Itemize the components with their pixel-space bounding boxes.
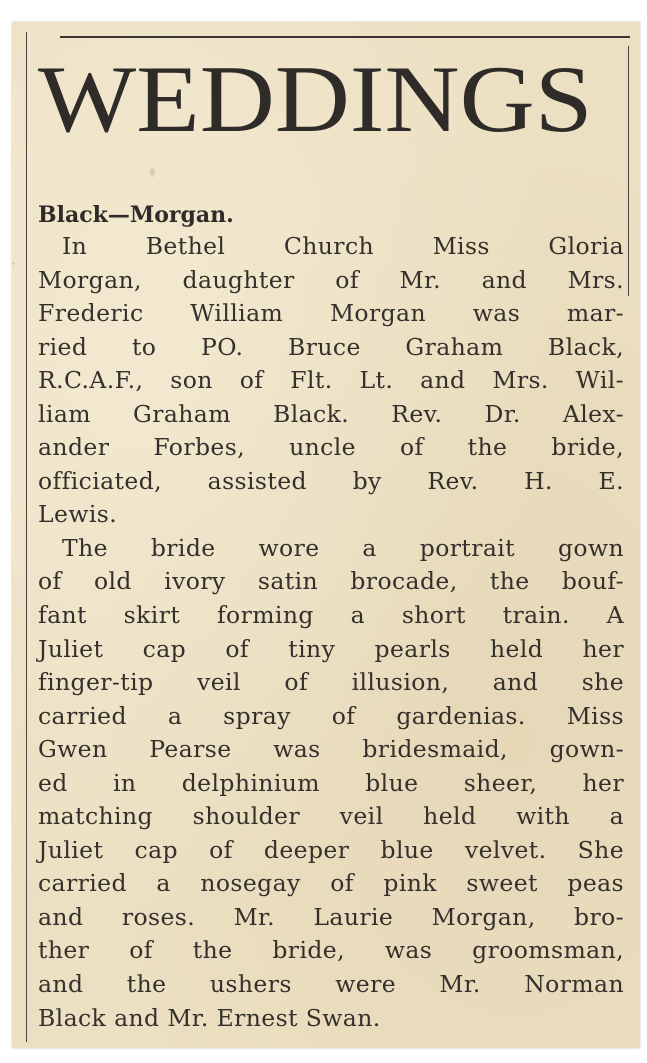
text-line: and the ushers were Mr. Norman bbox=[38, 970, 624, 999]
text-line: ed in delphinium blue sheer, her bbox=[38, 768, 624, 797]
text-line: finger-tip veil of illusion, and she bbox=[38, 668, 624, 697]
text-line: carried a spray of gardenias. Miss bbox=[38, 701, 624, 730]
headline: WEDDINGS bbox=[38, 46, 593, 153]
top-rule bbox=[60, 36, 630, 38]
text-line: carried a nosegay of pink sweet peas bbox=[38, 869, 624, 898]
text-line: Juliet cap of tiny pearls held her bbox=[38, 634, 624, 663]
paragraph-2 bbox=[38, 532, 624, 1035]
text-line: Morgan, daughter of Mr. and Mrs. bbox=[38, 265, 624, 294]
text-line: Frederic William Morgan was mar- bbox=[38, 299, 624, 328]
text-line: liam Graham Black. Rev. Dr. Alex- bbox=[38, 399, 624, 428]
text-line: Lewis. bbox=[38, 500, 118, 529]
text-line: of old ivory satin brocade, the bouf- bbox=[38, 567, 624, 596]
paragraph-1 bbox=[38, 230, 624, 532]
right-column-rule bbox=[628, 46, 629, 296]
text-line: fant skirt forming a short train. A bbox=[38, 601, 624, 630]
article-body bbox=[38, 230, 624, 1035]
text-line: Black and Mr. Ernest Swan. bbox=[38, 1003, 381, 1032]
ink-speck bbox=[12, 262, 15, 265]
text-line: In Bethel Church Miss Gloria bbox=[62, 232, 624, 260]
ink-speck bbox=[150, 168, 155, 177]
text-line: ander Forbes, uncle of the bride, bbox=[38, 433, 624, 462]
article-subhead: Black—Morgan. bbox=[38, 202, 234, 228]
text-line: ther of the bride, was groomsman, bbox=[38, 936, 624, 965]
text-line: and roses. Mr. Laurie Morgan, bro- bbox=[38, 902, 624, 931]
left-column-rule bbox=[26, 32, 27, 1042]
text-line: The bride wore a portrait gown bbox=[62, 533, 624, 562]
text-line: officiated, assisted by Rev. H. E. bbox=[38, 466, 624, 495]
text-line: matching shoulder veil held with a bbox=[38, 802, 624, 831]
text-line: ried to PO. Bruce Graham Black, bbox=[38, 332, 624, 361]
text-line: Gwen Pearse was bridesmaid, gown- bbox=[38, 735, 624, 764]
newspaper-clipping bbox=[12, 22, 640, 1048]
text-line: Juliet cap of deeper blue velvet. She bbox=[38, 835, 624, 864]
text-line: R.C.A.F., son of Flt. Lt. and Mrs. Wil- bbox=[38, 366, 624, 395]
